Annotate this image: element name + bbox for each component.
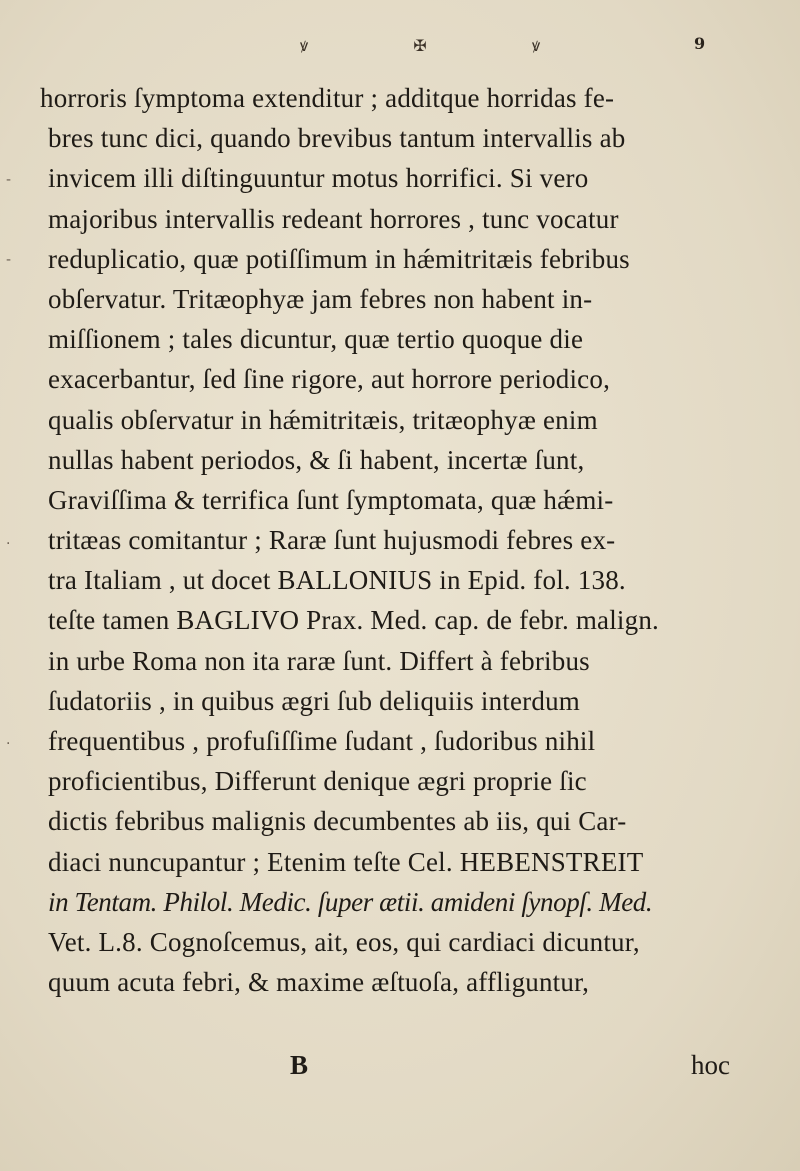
- text-line: obſervatur. Tritæophyæ jam febres non habent in-: [48, 283, 593, 314]
- text-line: Graviſſima & terrifica ſunt ſymptomata, quæ hǽmi-: [48, 484, 614, 515]
- catchword: hoc: [691, 1050, 730, 1080]
- body-text: [40, 78, 730, 1002]
- signature-mark: B: [290, 1050, 309, 1080]
- text-line: exacerbantur, ſed ſine rigore, aut horrore periodico,: [48, 364, 611, 395]
- text-line: ſudatoriis , in quibus ægri ſub deliquiis interdum: [48, 685, 580, 716]
- text-line: reduplicatio, quæ potiſſimum in hǽmitritæis febribus: [48, 243, 630, 274]
- ornament-left-icon: ꝟ: [300, 36, 309, 55]
- margin-dash-mark: -: [6, 172, 12, 188]
- margin-dash-mark: .: [6, 732, 11, 748]
- page-footer: [40, 1050, 730, 1090]
- margin-dash-mark: -: [6, 252, 12, 268]
- text-line: frequentibus , profuſiſſime ſudant , ſudoribus nihil: [48, 726, 596, 756]
- text-line: miſſionem ; tales dicuntur, quæ tertio quoque die: [48, 324, 584, 355]
- page-number: 9: [694, 34, 706, 53]
- ornament-center-icon: ✠: [413, 35, 427, 55]
- text-line: dictis febribus malignis decumbentes ab iis, qui Car-: [48, 806, 627, 837]
- text-line: teſte tamen BAGLIVO Prax. Med. cap. de febr. malign.: [48, 605, 659, 636]
- text-line: bres tunc dici, quando brevibus tantum intervallis ab: [48, 123, 626, 154]
- header-ornament: [300, 34, 540, 56]
- text-line: tra Italiam , ut docet BALLONIUS in Epid. fol. 138.: [48, 565, 626, 596]
- text-line: qualis obſervatur in hǽmitritæis, tritæophyæ enim: [48, 404, 598, 435]
- text-line: Vet. L.8. Cognoſcemus, ait, eos, qui cardiaci dicuntur,: [48, 926, 640, 957]
- text-line: invicem illi diſtinguuntur motus horrifici. Si vero: [48, 163, 589, 194]
- text-line: horroris ſymptoma extenditur ; additque horridas fe-: [40, 83, 615, 113]
- margin-dash-mark: .: [6, 532, 11, 548]
- text-line: majoribus intervallis redeant horrores , tunc vocatur: [48, 203, 619, 234]
- text-line: tritæas comitantur ; Raræ ſunt hujusmodi febres ex-: [48, 525, 616, 556]
- text-line: in Tentam. Philol. Medic. ſuper ætii. amideni ſynopſ. Med.: [48, 886, 653, 917]
- text-line: diaci nuncupantur ; Etenim teſte Cel. HEBENSTREIT: [48, 846, 644, 877]
- text-line: proficientibus, Differunt denique ægri proprie ſic: [48, 766, 587, 797]
- text-line: nullas habent periodos, & ſi habent, incertæ ſunt,: [48, 444, 585, 475]
- text-line: in urbe Roma non ita raræ ſunt. Differt à febribus: [48, 645, 590, 676]
- ornament-right-icon: ꝟ: [531, 36, 540, 55]
- text-line: quum acuta febri, & maxime æſtuoſa, affliguntur,: [48, 967, 590, 998]
